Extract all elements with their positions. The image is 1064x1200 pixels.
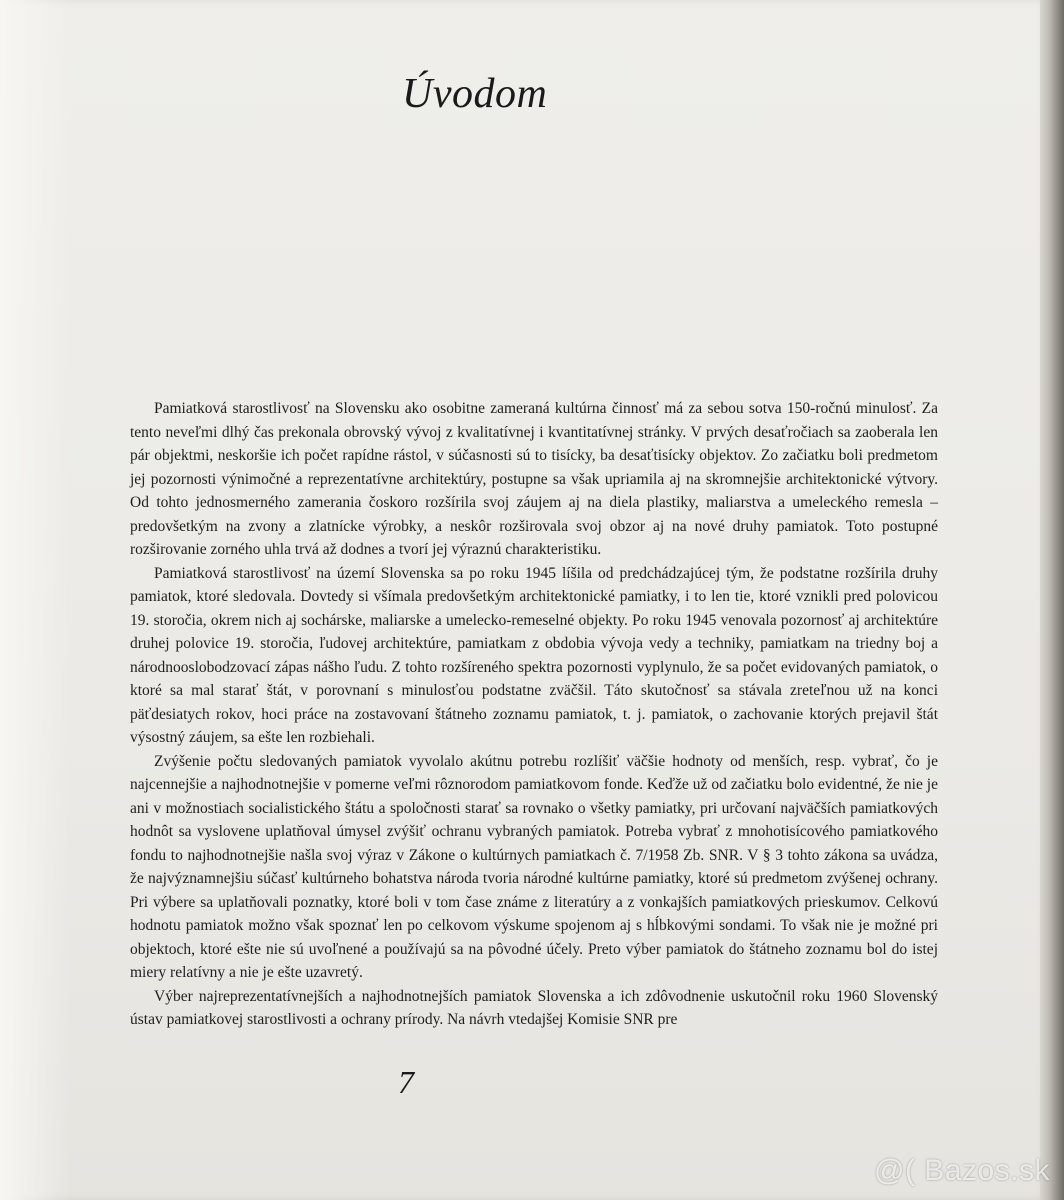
paragraph-4: Výber najreprezentatívnejších a najhodnotnejších pamiatok Slovenska a ich zdôvodnenie uskutočnil roku 1960 Slovenský ústav pamiatkovej starostlivosti a ochrany prírody. Na návrh vtedajšej Komisie SNR pre	[130, 987, 938, 1028]
page-number: 7	[398, 1064, 414, 1100]
chapter-title: Úvodom	[402, 71, 548, 117]
book-edge	[1040, 0, 1064, 1200]
paragraph-3: Zvýšenie počtu sledovaných pamiatok vyvolalo akútnu potrebu rozlíšiť väčšie hodnoty od menších, resp. vybrať, čo je najcennejšie a najhodnotnejšie v pomerne veľmi rôznorodom pamiatkovom fonde. Keďže už od začiatku bolo evidentné, že nie je ani v možnostiach socialistického štátu a spoločnosti starať sa rovnako o všetky pamiatky, pri určovaní najväčších pamiatkových hodnôt sa vyslovene uplatňoval úmysel zvýšiť ochranu vybraných pamiatok. Potreba vybrať z mnohotisícového pamiatkového fondu to najhodnotnejšie našla svoj výraz v Zákone o kultúrnych pamiatkach č. 7/1958 Zb. SNR. V § 3 tohto zákona sa uvádza, že najvýznamnejšiu súčasť kultúrneho bohatstva národa tvoria národné kultúrne pamiatky, ktoré sú predmetom zvýšenej ochrany. Pri výbere sa uplatňovali poznatky, ktoré boli v tom čase známe z literatúry a z vonkajších pamiatkových prieskumov. Celkovú hodnotu pamiatok možno však spoznať len po celkovom výskume spojenom aj s hĺbkovými sondami. To však nie je možné pri objektoch, ktoré ešte nie sú uvoľnené a používajú sa na pôvodné účely. Preto výber pamiatok do štátneho zoznamu bol do istej miery relatívny a nie je ešte uzavretý.	[130, 752, 938, 981]
page-fold-shading	[0, 0, 70, 1200]
paragraph-2: Pamiatková starostlivosť na území Slovenska sa po roku 1945 líšila od predchádzajúcej tým, že podstatne rozšírila druhy pamiatok, ktoré sledovala. Dovtedy si všímala predovšetkým architektonické pamiatky, i to len tie, ktoré vznikli pred polovicou 19. storočia, okrem nich aj sochárske, maliarske a umelecko-remeselné objekty. Po roku 1945 venovala pozornosť aj architektúre druhej polovice 19. storočia, ľudovej architektúre, pamiatkam z obdobia vývoja vedy a techniky, pamiatkam na triedny boj a národnooslobodzovací zápas nášho ľudu. Z tohto rozšíreného spektra pozornosti vyplynulo, že sa počet evidovaných pamiatok, o ktoré sa mal starať štát, v porovnaní s minulosťou podstatne zväčšil. Táto skutočnosť sa stávala zreteľnou už na konci päťdesiatych rokov, hoci práce na zostavovaní štátneho zoznamu pamiatok, t. j. pamiatok, o zachovanie ktorých prejavil štát výsostný záujem, sa ešte len rozbiehali.	[130, 564, 938, 746]
paragraph-1: Pamiatková starostlivosť na Slovensku ako osobitne zameraná kultúrna činnosť má za sebou sotva 150-ročnú minulosť. Za tento neveľmi dlhý čas prekonala obrovský vývoj z kvalitatívnej i kvantitatívnej stránky. V prvých desaťročiach sa zaoberala len pár objektmi, neskoršie ich počet rapídne rástol, v súčasnosti sú to tisícky, ba desaťtisícky objektov. Zo začiatku boli predmetom jej pozornosti výnimočné a reprezentatívne architektúry, postupne sa však upriamila aj na skromnejšie architektonické výtvory. Od tohto jednosmerného zamerania čoskoro rozšírila svoj záujem aj na diela plastiky, maliarstva a umeleckého remesla – predovšetkým na zvony a zlatnícke výrobky, a neskôr rozširovala svoj obzor aj na nové druhy pamiatok. Toto postupné rozširovanie zorného uhla trvá až dodnes a tvorí jej výraznú charakteristiku.	[130, 400, 938, 558]
body-text	[130, 397, 938, 1032]
watermark-logo: @( Bazos.sk	[874, 1154, 1050, 1187]
